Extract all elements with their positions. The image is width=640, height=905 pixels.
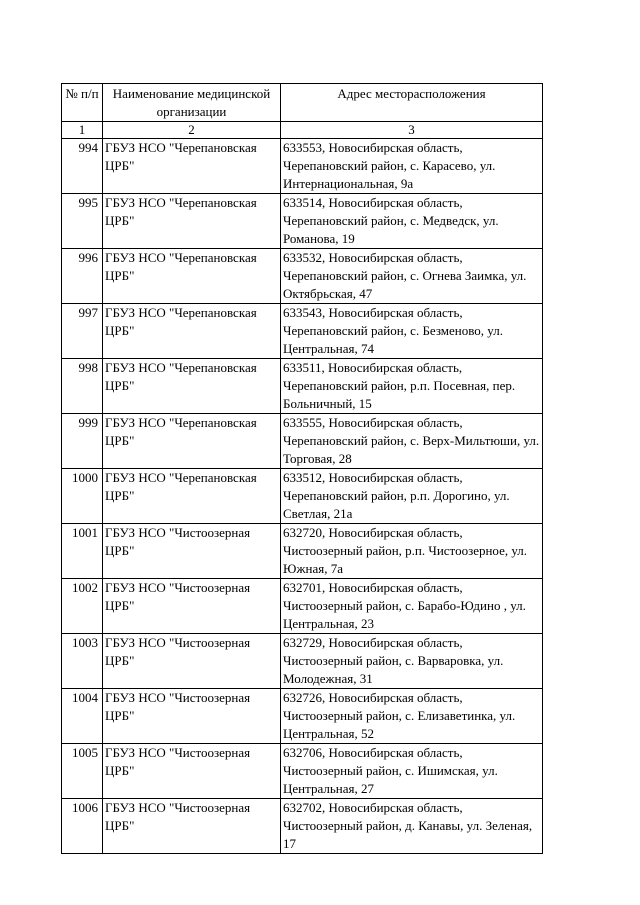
table-row xyxy=(62,304,543,359)
organization-name: ГБУЗ НСО "Чистоозерная ЦРБ" xyxy=(103,634,281,689)
row-number: 1005 xyxy=(62,744,103,799)
address: 633514, Новосибирская область, Черепановский район, с. Медведск, ул. Романова, 19 xyxy=(281,194,543,249)
table-row xyxy=(62,799,543,854)
address: 633555, Новосибирская область, Черепановский район, с. Верх-Мильтюши, ул. Торговая, 28 xyxy=(281,414,543,469)
address: 632706, Новосибирская область, Чистоозерный район, с. Ишимская, ул. Центральная, 27 xyxy=(281,744,543,799)
table-row xyxy=(62,139,543,194)
row-number: 998 xyxy=(62,359,103,414)
organization-name: ГБУЗ НСО "Черепановская ЦРБ" xyxy=(103,469,281,524)
medical-organizations-table xyxy=(61,83,543,854)
organization-name: ГБУЗ НСО "Чистоозерная ЦРБ" xyxy=(103,799,281,854)
organization-name: ГБУЗ НСО "Черепановская ЦРБ" xyxy=(103,194,281,249)
table-row xyxy=(62,524,543,579)
organization-name: ГБУЗ НСО "Черепановская ЦРБ" xyxy=(103,249,281,304)
address: 632701, Новосибирская область, Чистоозерный район, с. Барабо-Юдино , ул. Центральная, 23 xyxy=(281,579,543,634)
column-number-row xyxy=(62,122,543,139)
row-number: 1000 xyxy=(62,469,103,524)
row-number: 1001 xyxy=(62,524,103,579)
organization-name: ГБУЗ НСО "Черепановская ЦРБ" xyxy=(103,304,281,359)
organization-name: ГБУЗ НСО "Черепановская ЦРБ" xyxy=(103,414,281,469)
column-number: 1 xyxy=(62,122,103,139)
organization-name: ГБУЗ НСО "Черепановская ЦРБ" xyxy=(103,139,281,194)
table-row xyxy=(62,469,543,524)
address: 633532, Новосибирская область, Черепановский район, с. Огнева Заимка, ул. Октябрьская, 47 xyxy=(281,249,543,304)
table-row xyxy=(62,359,543,414)
row-number: 999 xyxy=(62,414,103,469)
row-number: 994 xyxy=(62,139,103,194)
table-row xyxy=(62,634,543,689)
address: 633511, Новосибирская область, Черепановский район, р.п. Посевная, пер. Больничный, 15 xyxy=(281,359,543,414)
table-row xyxy=(62,689,543,744)
address: 633512, Новосибирская область, Черепановский район, р.п. Дорогино, ул. Светлая, 21а xyxy=(281,469,543,524)
organization-name: ГБУЗ НСО "Чистоозерная ЦРБ" xyxy=(103,579,281,634)
row-number: 1006 xyxy=(62,799,103,854)
column-number: 2 xyxy=(103,122,281,139)
organization-name: ГБУЗ НСО "Чистоозерная ЦРБ" xyxy=(103,524,281,579)
row-number: 996 xyxy=(62,249,103,304)
table-row xyxy=(62,414,543,469)
row-number: 995 xyxy=(62,194,103,249)
address: 632726, Новосибирская область, Чистоозерный район, с. Елизаветинка, ул. Центральная, 52 xyxy=(281,689,543,744)
address: 632702, Новосибирская область, Чистоозерный район, д. Канавы, ул. Зеленая, 17 xyxy=(281,799,543,854)
row-number: 1004 xyxy=(62,689,103,744)
header-address: Адрес месторасположения xyxy=(281,84,543,122)
organization-name: ГБУЗ НСО "Черепановская ЦРБ" xyxy=(103,359,281,414)
header-number: № п/п xyxy=(62,84,103,122)
row-number: 1002 xyxy=(62,579,103,634)
address: 633553, Новосибирская область, Черепановский район, с. Карасево, ул. Интернациональная, 9а xyxy=(281,139,543,194)
table-row xyxy=(62,744,543,799)
table-row xyxy=(62,579,543,634)
table-header-row xyxy=(62,84,543,122)
organization-name: ГБУЗ НСО "Чистоозерная ЦРБ" xyxy=(103,744,281,799)
organization-name: ГБУЗ НСО "Чистоозерная ЦРБ" xyxy=(103,689,281,744)
address: 632720, Новосибирская область, Чистоозерный район, р.п. Чистоозерное, ул. Южная, 7а xyxy=(281,524,543,579)
header-organization: Наименование медицинской организации xyxy=(103,84,281,122)
row-number: 1003 xyxy=(62,634,103,689)
table-row xyxy=(62,249,543,304)
table-row xyxy=(62,194,543,249)
address: 632729, Новосибирская область, Чистоозерный район, с. Варваровка, ул. Молодежная, 31 xyxy=(281,634,543,689)
row-number: 997 xyxy=(62,304,103,359)
address: 633543, Новосибирская область, Черепановский район, с. Безменово, ул. Центральная, 74 xyxy=(281,304,543,359)
column-number: 3 xyxy=(281,122,543,139)
